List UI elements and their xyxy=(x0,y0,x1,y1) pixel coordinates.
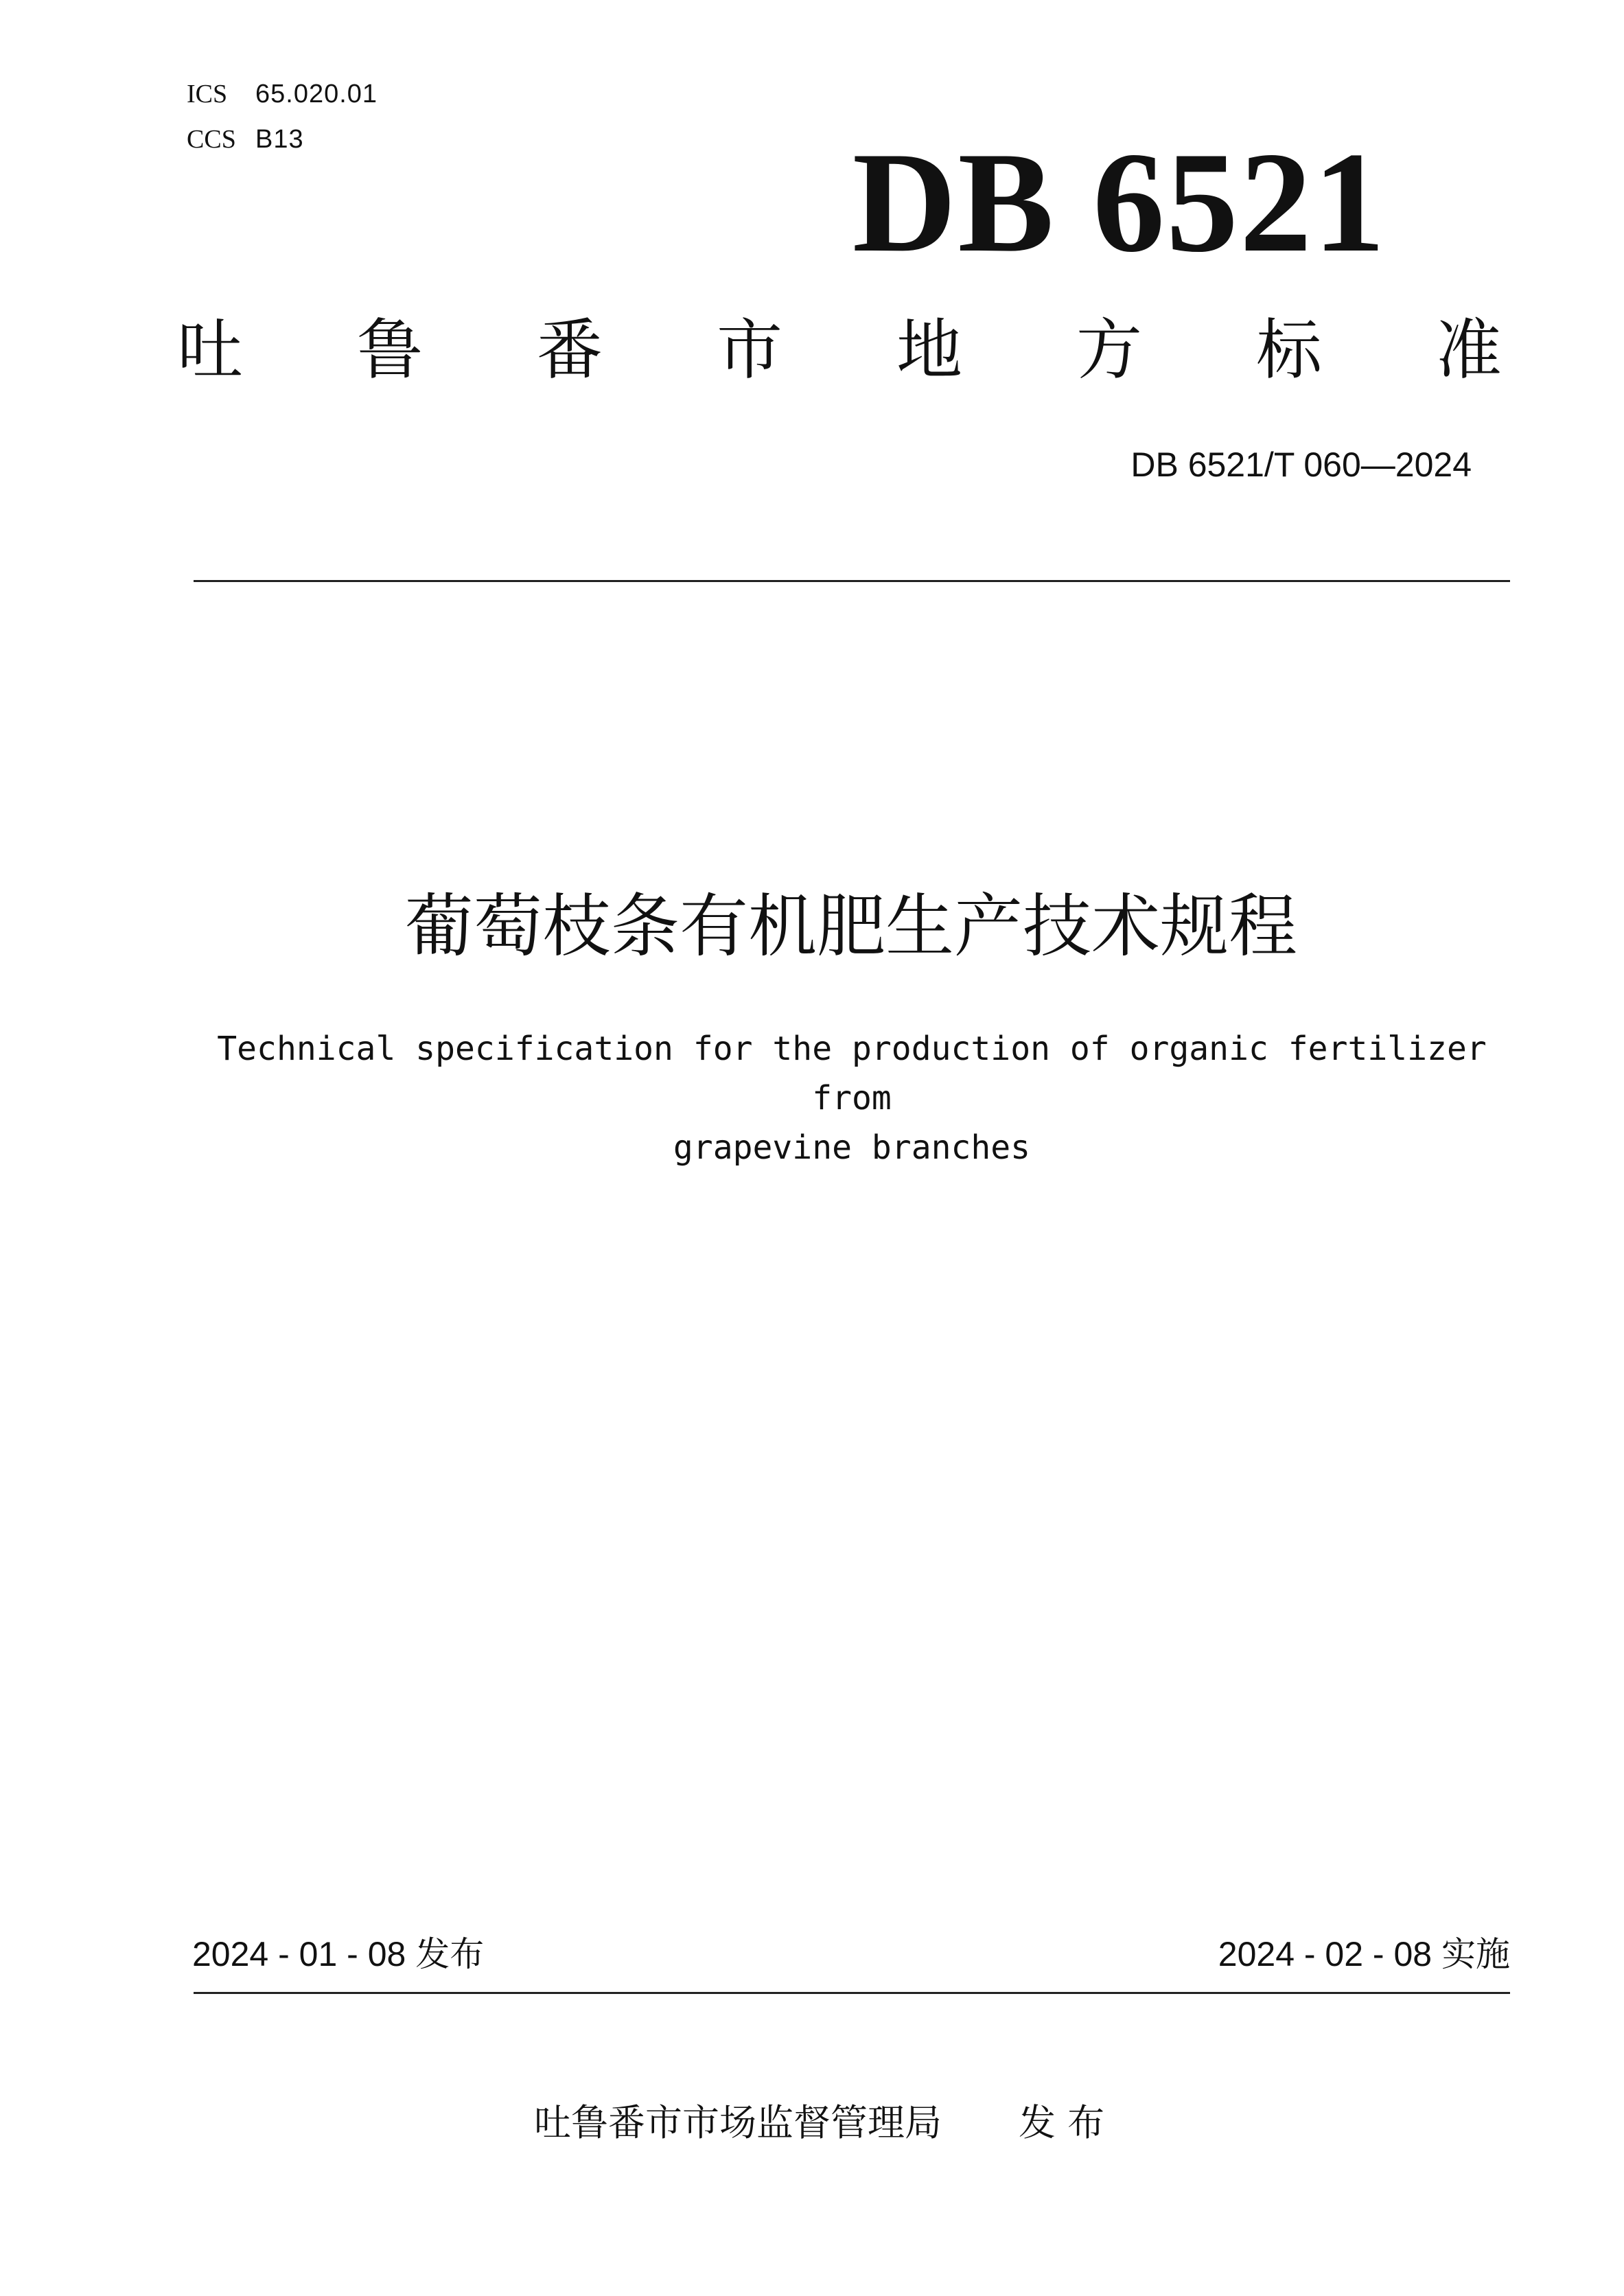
issue-date-value: 2024 - 01 - 08 xyxy=(192,1935,406,1973)
effective-date-value: 2024 - 02 - 08 xyxy=(1218,1935,1432,1973)
ccs-value: B13 xyxy=(255,125,304,154)
title-english-line: Technical specification for the production of organic fertilizer from xyxy=(217,1030,1487,1117)
top-divider xyxy=(194,580,1510,582)
standard-type-char: 吐 xyxy=(177,312,243,389)
effective-date-label: 实施 xyxy=(1441,1934,1510,1974)
standard-type-char: 标 xyxy=(1256,312,1322,389)
publisher-name: 吐鲁番市市场监督管理局 xyxy=(534,2101,942,2144)
standard-type-heading xyxy=(177,312,1502,389)
standard-type-char: 地 xyxy=(896,312,962,389)
standard-type-char: 方 xyxy=(1076,312,1142,389)
ccs-label: CCS xyxy=(187,125,236,154)
effective-date xyxy=(1218,1934,1510,1974)
code-prefix: DB xyxy=(852,123,1056,282)
standard-type-char: 番 xyxy=(537,312,603,389)
bottom-divider xyxy=(194,1992,1510,1994)
title-chinese: 葡萄枝条有机肥生产技术规程 xyxy=(405,886,1297,966)
ics-label: ICS xyxy=(187,80,228,108)
issue-date-label: 发布 xyxy=(415,1934,485,1974)
issue-date xyxy=(192,1934,485,1974)
standard-number: DB 6521/T 060—2024 xyxy=(1130,445,1472,484)
ccs-row xyxy=(187,126,304,152)
standard-type-char: 准 xyxy=(1436,312,1502,389)
standard-type-char: 市 xyxy=(717,312,782,389)
publisher-action: 发 布 xyxy=(1019,2101,1105,2144)
code-number: 6521 xyxy=(1093,123,1387,282)
ics-row xyxy=(187,81,378,107)
title-english xyxy=(192,1024,1511,1172)
standard-type-char: 鲁 xyxy=(357,312,423,389)
title-english-line: grapevine branches xyxy=(673,1128,1031,1167)
ics-value: 65.020.01 xyxy=(255,80,378,108)
standard-code-logo xyxy=(852,123,1387,282)
publisher xyxy=(534,2101,1105,2144)
